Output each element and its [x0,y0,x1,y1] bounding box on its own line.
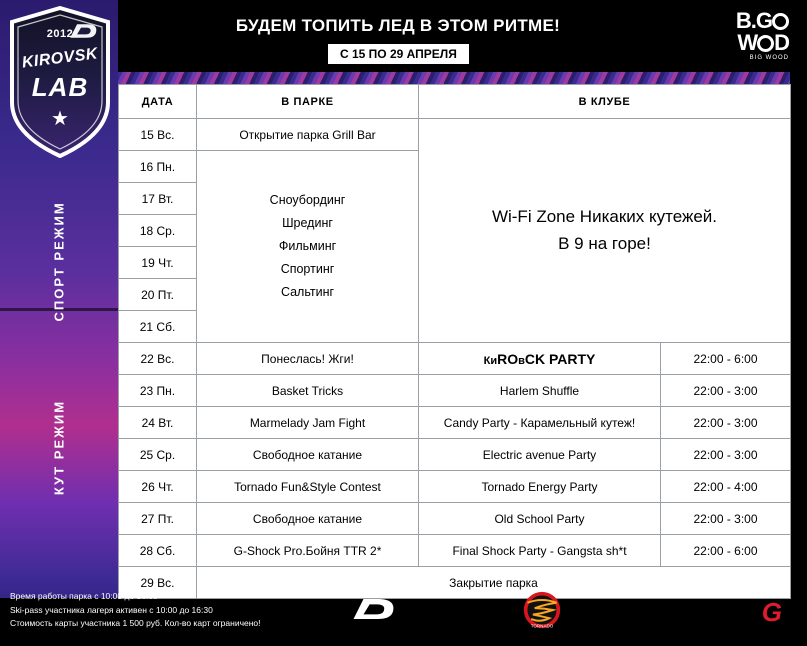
band-label-kut: КУТ РЕЖИМ [51,399,67,496]
cell-date: 20 Пт. [119,279,197,311]
cell-time: 22:00 - 4:00 [661,471,791,503]
table-row [119,471,791,503]
g-shock-logo [736,590,782,627]
bigwood-line2b-text: D [774,30,789,55]
cell-closing-text: Закрытие парка [197,567,791,599]
cell-date: 18 Ср. [119,215,197,247]
cell-date: 25 Ср. [119,439,197,471]
bigwood-line2 [736,32,789,54]
cell-club: Candy Party - Карамельный кутеж! [419,407,661,439]
party-mid: RO [497,350,519,367]
table-row [119,375,791,407]
cell-date: 17 Вт. [119,183,197,215]
cell-club [419,343,661,375]
cell-club: Final Shock Party - Gangsta sh*t [419,535,661,567]
club-wifi-line1: Wi-Fi Zone Никаких кутежей. [491,207,718,227]
page-title: БУДЕМ ТОПИТЬ ЛЕД В ЭТОМ РИТМЕ! [235,16,561,35]
footer-line-2: Ski-pass участника лагеря активен с 10:00 до 16:30 [10,604,213,615]
cell-club: Old School Party [419,503,661,535]
bigwood-line1 [736,10,789,32]
table-row [119,503,791,535]
cell-date: 19 Чт. [119,247,197,279]
cell-park: Свободное катание [197,503,419,535]
kirovsk-lab-logo [8,6,112,158]
cell-date: 26 Чт. [119,471,197,503]
footer-sponsor-logos [330,590,790,632]
star-icon: ★ [51,108,69,130]
footer-line-3: Стоимость карты участника 1 500 руб. Кол-во карт ограничено! [10,617,261,628]
header-park: В ПАРКЕ [197,85,419,119]
bigwood-logo [736,10,789,61]
bigwood-line1-text: B.G [735,8,772,33]
discipline-1: Сноубординг [269,192,346,207]
cell-date: 24 Вт. [119,407,197,439]
header-club: В КЛУБЕ [419,85,791,119]
footer-notes [10,590,330,630]
cell-time: 22:00 - 3:00 [661,375,791,407]
cell-time: 22:00 - 3:00 [661,407,791,439]
cell-time: 22:00 - 6:00 [661,535,791,567]
cell-park: Basket Tricks [197,375,419,407]
discipline-4: Спортинг [280,262,335,277]
party-prefix: Ки [483,354,498,367]
table-head [119,85,791,119]
cell-park: Понеслась! Жги! [197,343,419,375]
cell-club: Electric avenue Party [419,439,661,471]
bigwood-subtext: BIG WOOD [749,55,789,61]
cell-time: 22:00 - 3:00 [661,439,791,471]
cell-date: 27 Пт. [119,503,197,535]
cell-park-disciplines [197,151,419,343]
logo-name-bottom: LAB [31,72,89,102]
cell-date: 29 Вс. [119,567,197,599]
table-row [119,535,791,567]
cell-club: Harlem Shuffle [419,375,661,407]
ring-icon [772,13,789,30]
table-row [119,343,791,375]
cell-park-opening: Открытие парка Grill Bar [197,119,419,151]
cell-time: 22:00 - 6:00 [661,343,791,375]
cell-date: 23 Пн. [119,375,197,407]
cell-date: 15 Вс. [119,119,197,151]
cell-park: Свободное катание [197,439,419,471]
table-header-row [119,85,791,119]
cell-date: 21 Сб. [119,311,197,343]
cell-club-wifi [419,119,791,343]
discipline-5: Сальтинг [280,285,335,300]
party-small: в [518,354,525,367]
band-label-sport: СПОРТ РЕЖИМ [51,201,67,322]
cell-club: Tornado Energy Party [419,471,661,503]
logo-year: 2012 [46,28,74,40]
table-row [119,439,791,471]
gshock-g-mark: G [761,597,782,627]
party-suffix: CK PARTY [524,350,596,367]
logo-name-top: KIROVSK [20,45,99,72]
cell-time: 22:00 - 3:00 [661,503,791,535]
footer-line-1: Время работы парка с 10:00 до 16:00 [10,591,158,602]
schedule-table-container [118,84,790,599]
date-range-badge: С 15 ПО 29 АПРЕЛЯ [328,44,469,64]
cell-date: 28 Сб. [119,535,197,567]
dc-logo-icon [68,20,102,42]
club-party-name [484,351,596,367]
cell-park: G-Shock Pro.Бойня TTR 2* [197,535,419,567]
discipline-3: Фильминг [278,238,337,253]
discipline-2: Шрединг [282,215,333,230]
table-row [119,407,791,439]
cell-park: Marmelady Jam Fight [197,407,419,439]
cell-park: Tornado Fun&Style Contest [197,471,419,503]
club-wifi-line2: В 9 на горе! [558,233,651,253]
table-row [119,119,791,151]
gshock-wordmark: G-SHOCK [736,590,782,600]
cell-date: 16 Пн. [119,151,197,183]
ring-icon-2 [757,35,774,52]
cell-date: 22 Вс. [119,343,197,375]
table-body [119,119,791,599]
decorative-stripe-bar [118,72,790,84]
tornado-energy-logo-icon [520,590,564,630]
dc-logo-footer-icon [352,594,398,624]
header-date: ДАТА [119,85,197,119]
bigwood-line2-text: W [737,30,758,55]
tornado-wordmark: TORNADO [530,623,554,629]
schedule-table [118,84,791,599]
